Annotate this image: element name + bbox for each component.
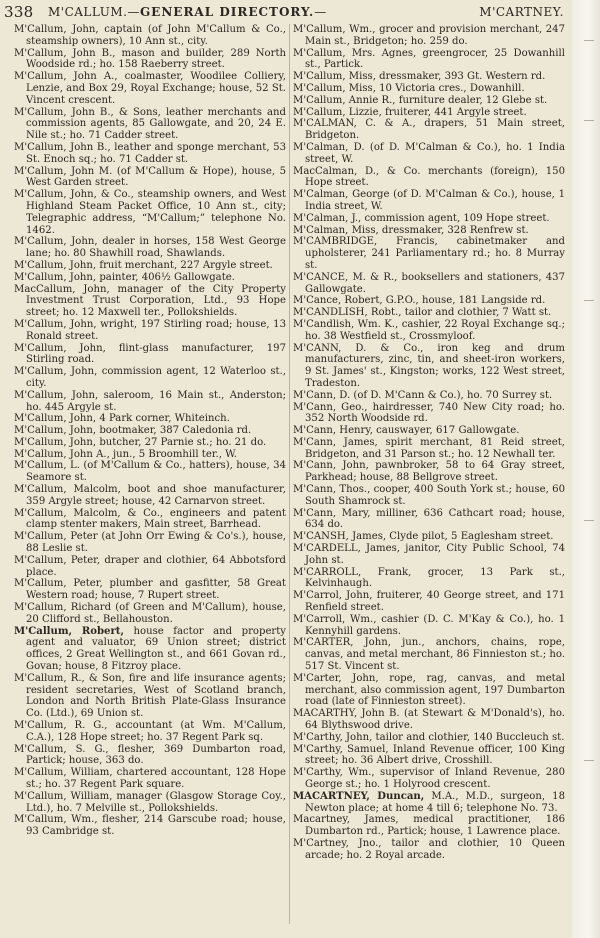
directory-entry xyxy=(14,236,286,260)
entry-text: M'CANDLISH, Robt., tailor and clothier, 7 Watt st. xyxy=(293,307,552,319)
directory-entry xyxy=(293,508,565,532)
directory-entry xyxy=(293,460,565,484)
directory-entry xyxy=(293,107,565,119)
entry-text: MACARTHY, John B. (at Stewart & M'Donald's), ho. 64 Blythswood drive. xyxy=(293,708,565,732)
directory-entry xyxy=(293,142,565,166)
directory-entry xyxy=(293,744,565,768)
directory-entry xyxy=(293,236,565,271)
entry-text: M'Callum, William, manager (Glasgow Storage Coy., Ltd.), ho. 7 Melville st., Pollokshields. xyxy=(14,790,286,814)
entry-text: M'Callum, John B., mason and builder, 289 North Woodside rd.; ho. 158 Raeberry street. xyxy=(14,47,286,71)
running-head: M'CALLUM.—GENERAL DIRECTORY.— xyxy=(48,5,327,19)
entry-text: M'Calman, D. (of D. M'Calman & Co.), ho. 1 India street, W. xyxy=(293,141,565,165)
directory-entry xyxy=(14,531,286,555)
directory-entry xyxy=(293,189,565,213)
entry-text: M'Callum, Peter, plumber and gasfitter, 58 Great Western road; house, 7 Rupert street. xyxy=(14,578,286,602)
directory-entry xyxy=(14,366,286,390)
directory-entry xyxy=(293,437,565,461)
directory-entry xyxy=(14,107,286,142)
entry-text: M'Cance, Robert, G.P.O., house, 181 Langside rd. xyxy=(293,295,546,307)
directory-entry xyxy=(293,83,565,95)
entry-text: M'CANCE, M. & R., booksellers and stationers, 437 Gallowgate. xyxy=(293,271,565,295)
directory-entry xyxy=(14,602,286,626)
directory-entry xyxy=(14,413,286,425)
directory-entry xyxy=(14,578,286,602)
directory-entry xyxy=(293,791,565,815)
column-divider xyxy=(289,24,290,924)
entry-text: MacCalman, D., & Co. merchants (foreign), 150 Hope street. xyxy=(293,165,565,189)
directory-entry xyxy=(14,437,286,449)
entry-text: M'Carthy, John, tailor and clothier, 140 Buccleuch st. xyxy=(293,731,565,743)
entry-text: M'Callum, John, butcher, 27 Parnie st.; ho. 21 do. xyxy=(14,436,267,448)
entry-text: M'Callum, John, painter, 406½ Gallowgate. xyxy=(14,271,235,283)
entry-text: M'Cann, Mary, milliner, 636 Cathcart road; house, 634 do. xyxy=(293,507,565,531)
entry-text: M'Callum, R., & Son, fire and life insurance agents; resident secretaries, West of Scotland branch, London and North British Plate-Glass Insurance Co. (Ltd.), 69 Union st. xyxy=(14,672,286,720)
entry-text: M'Callum, John, dealer in horses, 158 West George lane; ho. 80 Shawhill road, Shawlands. xyxy=(14,236,286,260)
entry-text: M'Callum, Wm., grocer and provision merchant, 247 Main st., Bridgeton; ho. 259 do. xyxy=(293,24,565,47)
entry-text: M'Callum, Peter, draper and clothier, 64 Abbotsford place. xyxy=(14,554,286,578)
page-header xyxy=(4,2,564,22)
directory-entry xyxy=(14,484,286,508)
directory-entry xyxy=(14,791,286,815)
entry-text: M'Callum, Miss, dressmaker, 393 Gt. Western rd. xyxy=(293,71,546,83)
directory-entry xyxy=(14,673,286,720)
directory-entry xyxy=(293,343,565,390)
directory-entry xyxy=(14,24,286,48)
directory-entry xyxy=(14,626,286,673)
directory-entry xyxy=(14,343,286,367)
entry-text: M'Callum, Richard (of Green and M'Callum), house, 20 Clifford st., Bellahouston. xyxy=(14,602,286,625)
entry-text: M'Callum, John A., jun., 5 Broomhill ter., W. xyxy=(14,448,237,460)
directory-entry xyxy=(14,425,286,437)
directory-entry xyxy=(293,590,565,614)
directory-entry xyxy=(293,543,565,567)
entry-text: M'Carroll, Wm., cashier (D. C. M'Kay & Co.), ho. 1 Kennyhill gardens. xyxy=(293,613,565,637)
directory-entry xyxy=(293,295,565,307)
entry-text: M'Callum, John, flint-glass manufacturer, 197 Stirling road. xyxy=(14,342,286,366)
entry-text: M'Callum, S. G., flesher, 369 Dumbarton road, Partick; house, 363 do. xyxy=(14,743,286,767)
entry-text: M'Callum, John, & Co., steamship owners, and West Highland Steam Packet Office, 10 Ann st., city; Telegraphic address, “M'Callum;” telephone No. 1462. xyxy=(14,189,286,236)
entry-text: M'Cann, John, pawnbroker, 58 to 64 Gray street, Parkhead; house, 88 Bellgrove street. xyxy=(293,460,565,484)
header-right-name: M'CARTNEY. xyxy=(479,5,564,19)
header-left-name: M'CALLUM. xyxy=(48,5,128,19)
entry-text: M'Callum, Annie R., furniture dealer, 12 Glebe st. xyxy=(293,94,548,106)
directory-entry xyxy=(293,24,565,48)
entry-text: M'Callum, Mrs. Agnes, greengrocer, 25 Dowanhill st., Partick. xyxy=(293,47,565,71)
entry-text: M'CALMAN, C. & A., drapers, 51 Main street, Bridgeton. xyxy=(293,118,565,142)
entry-text: M'Callum, John A., coalmaster, Woodilee Colliery, Lenzie, and Box 29, Royal Exchange; house, 52 St. Vincent crescent. xyxy=(14,71,286,106)
directory-entry xyxy=(14,284,286,319)
right-column xyxy=(293,24,565,862)
directory-entry xyxy=(293,567,565,591)
directory-entry xyxy=(293,402,565,426)
entry-text: M'Cann, Thos., cooper, 400 South York st.; house, 60 South Shamrock st. xyxy=(293,484,565,507)
directory-entry xyxy=(14,460,286,484)
entry-text: M'CAMBRIDGE, Francis, cabinetmaker and upholsterer, 241 Parliamentary rd.; ho. 8 Murray st. xyxy=(293,236,565,271)
header-title: GENERAL DIRECTORY. xyxy=(139,5,315,19)
entry-text: M'Cann, Geo., hairdresser, 740 New City road; ho. 352 North Woodside rd. xyxy=(293,401,565,425)
entry-text: M'Cartney, Jno., tailor and clothier, 10 Queen arcade; ho. 2 Royal arcade. xyxy=(293,837,565,861)
directory-entry xyxy=(293,319,565,343)
entry-text: M'Callum, William, chartered accountant, 128 Hope st.; ho. 37 Regent Park square. xyxy=(14,767,286,790)
directory-entry xyxy=(14,319,286,343)
directory-entry xyxy=(14,71,286,106)
entry-text: M'Callum, John, commission agent, 12 Waterloo st., city. xyxy=(14,366,286,389)
directory-entry xyxy=(293,673,565,708)
entry-text: M'Calman, George (of D. M'Calman & Co.), house, 1 India street, W. xyxy=(293,189,565,212)
entry-text: M'Callum, Peter (at John Orr Ewing & Co's.), house, 88 Leslie st. xyxy=(14,531,286,555)
entry-name-bold: M'Callum, Robert, xyxy=(14,625,124,637)
entry-text: M'Callum, Miss, 10 Victoria cres., Dowanhill. xyxy=(293,82,525,94)
entry-text: M'Callum, Lizzie, fruiterer, 441 Argyle street. xyxy=(293,106,527,118)
entry-text: M.A., M.D., surgeon, 18 Newton place; at home 4 till 6; telephone No. 73. xyxy=(305,790,565,814)
directory-entry xyxy=(14,508,286,532)
entry-text: M'Cann, James, spirit merchant, 81 Reid street, Bridgeton, and 31 Parson st.; ho. 12 Newhall ter. xyxy=(293,436,565,460)
directory-entry xyxy=(293,390,565,402)
entry-text: M'Callum, L. (of M'Callum & Co., hatters), house, 34 Seamore st. xyxy=(14,460,286,484)
directory-entry xyxy=(14,260,286,272)
entry-text: M'Cann, Henry, causwayer, 617 Gallowgate. xyxy=(293,425,520,437)
directory-entry xyxy=(293,614,565,638)
entry-text: M'Cann, D. (of D. M'Cann & Co.), ho. 70 Surrey st. xyxy=(293,389,553,401)
directory-entry xyxy=(14,767,286,791)
directory-entry xyxy=(293,213,565,225)
directory-entry xyxy=(293,767,565,791)
directory-entry xyxy=(14,814,286,838)
directory-entry xyxy=(293,484,565,508)
left-column xyxy=(14,24,286,838)
directory-entry xyxy=(14,142,286,166)
directory-entry xyxy=(293,708,565,732)
directory-entry xyxy=(293,95,565,107)
entry-text: Macartney, James, medical practitioner, 186 Dumbarton rd., Partick; house, 1 Lawrence place. xyxy=(293,814,565,838)
directory-entry xyxy=(293,838,565,862)
entry-text: M'CARROLL, Frank, grocer, 13 Park st., Kelvinhaugh. xyxy=(293,566,565,590)
entry-text: house factor and property agent and valuator, 69 Union street; district offices, 2 Great Wellington st., and 661 Govan rd., Govan; house, 8 Fitzroy place. xyxy=(26,625,286,673)
entry-text: M'Callum, John, 4 Park corner, Whiteinch. xyxy=(14,413,230,425)
entry-text: M'Callum, John, fruit merchant, 227 Argyle street. xyxy=(14,259,273,271)
page-number: 338 xyxy=(4,3,34,21)
entry-text: M'Callum, John, wright, 197 Stirling road; house, 13 Ronald street. xyxy=(14,318,286,342)
entry-text: M'Carter, John, rope, rag, canvas, and metal merchant, also commission agent, 197 Dumbarton road (late of Finnieston street). xyxy=(293,672,565,708)
directory-entry xyxy=(293,166,565,190)
entry-text: M'CANSH, James, Clyde pilot, 5 Eaglesham street. xyxy=(293,531,554,543)
entry-text: M'Carrol, John, fruiterer, 40 George street, and 171 Renfield street. xyxy=(293,590,565,614)
directory-entry xyxy=(293,225,565,237)
entry-text: M'Callum, John, bootmaker, 387 Caledonia rd. xyxy=(14,425,252,437)
entry-text: M'CARDELL, James, janitor, City Public School, 74 John st. xyxy=(293,543,565,566)
entry-text: M'Callum, John, captain (of John M'Callum & Co., steamship owners), 10 Ann st., city. xyxy=(14,24,286,47)
entry-text: M'Calman, Miss, dressmaker, 328 Renfrew st. xyxy=(293,224,529,236)
directory-entry xyxy=(293,637,565,672)
entry-text: M'CARTER, John, jun., anchors, chains, rope, canvas, and metal merchant, 86 Finnieston st.; ho. 517 St. Vincent st. xyxy=(293,637,565,673)
directory-entry xyxy=(293,272,565,296)
directory-entry xyxy=(293,531,565,543)
entry-text: M'Callum, R. G., accountant (at Wm. M'Callum, C.A.), 128 Hope street; ho. 37 Regent Park sq. xyxy=(14,720,286,743)
entry-text: M'Carthy, Wm., supervisor of Inland Revenue, 280 George st.; ho. 1 Holyrood crescent. xyxy=(293,767,565,790)
directory-entry xyxy=(14,166,286,190)
entry-text: M'Callum, John B., leather and sponge merchant, 53 St. Enoch sq.; ho. 71 Cadder st. xyxy=(14,141,286,165)
directory-entry xyxy=(14,555,286,579)
directory-entry xyxy=(293,307,565,319)
entry-text: M'Calman, J., commission agent, 109 Hope street. xyxy=(293,212,550,224)
entry-text: M'Callum, John, saleroom, 16 Main st., Anderston; ho. 445 Argyle st. xyxy=(14,389,286,413)
directory-entry xyxy=(293,425,565,437)
directory-entry xyxy=(293,732,565,744)
entry-text: M'CANN, D. & Co., iron keg and drum manufacturers, zinc, tin, and sheet-iron workers, 9 St. James' st., Kingston; works, 122 West street, Tradeston. xyxy=(293,342,565,389)
directory-entry xyxy=(14,272,286,284)
entry-text: M'Candlish, Wm. K., cashier, 22 Royal Exchange sq.; ho. 38 Westfield st., Crossmyloof. xyxy=(293,318,565,342)
adjacent-page-edge xyxy=(572,0,600,938)
directory-entry xyxy=(14,449,286,461)
directory-entry xyxy=(14,390,286,414)
entry-text: M'Callum, Malcolm, boot and shoe manufacturer, 359 Argyle street; house, 42 Carnarvon street. xyxy=(14,484,286,507)
entry-text: M'Carthy, Samuel, Inland Revenue officer, 100 King street; ho. 36 Albert drive, Crosshill. xyxy=(293,743,565,767)
directory-entry xyxy=(293,814,565,838)
entry-text: M'Callum, Wm., flesher, 214 Garscube road; house, 93 Cambridge st. xyxy=(14,814,286,838)
entry-text: M'Callum, John B., & Sons, leather merchants and commission agents, 85 Gallowgate, and 20, 24 E. Nile st.; ho. 71 Cadder street. xyxy=(14,106,286,142)
entry-text: M'Callum, Malcolm, & Co., engineers and patent clamp stenter makers, Main street, Barrhead. xyxy=(14,507,286,531)
directory-entry xyxy=(14,48,286,72)
entry-text: M'Callum, John M. (of M'Callum & Hope), house, 5 West Garden street. xyxy=(14,165,286,189)
directory-entry xyxy=(14,189,286,236)
directory-entry xyxy=(293,48,565,72)
directory-entry xyxy=(293,118,565,142)
entry-name-bold: MACARTNEY, Duncan, xyxy=(293,790,425,802)
directory-entry xyxy=(14,744,286,768)
directory-entry xyxy=(293,71,565,83)
directory-entry xyxy=(14,720,286,744)
entry-text: MacCallum, John, manager of the City Property Investment Trust Corporation, Ltd., 93 Hope street; ho. 12 Maxwell ter., Pollokshields. xyxy=(14,283,286,319)
